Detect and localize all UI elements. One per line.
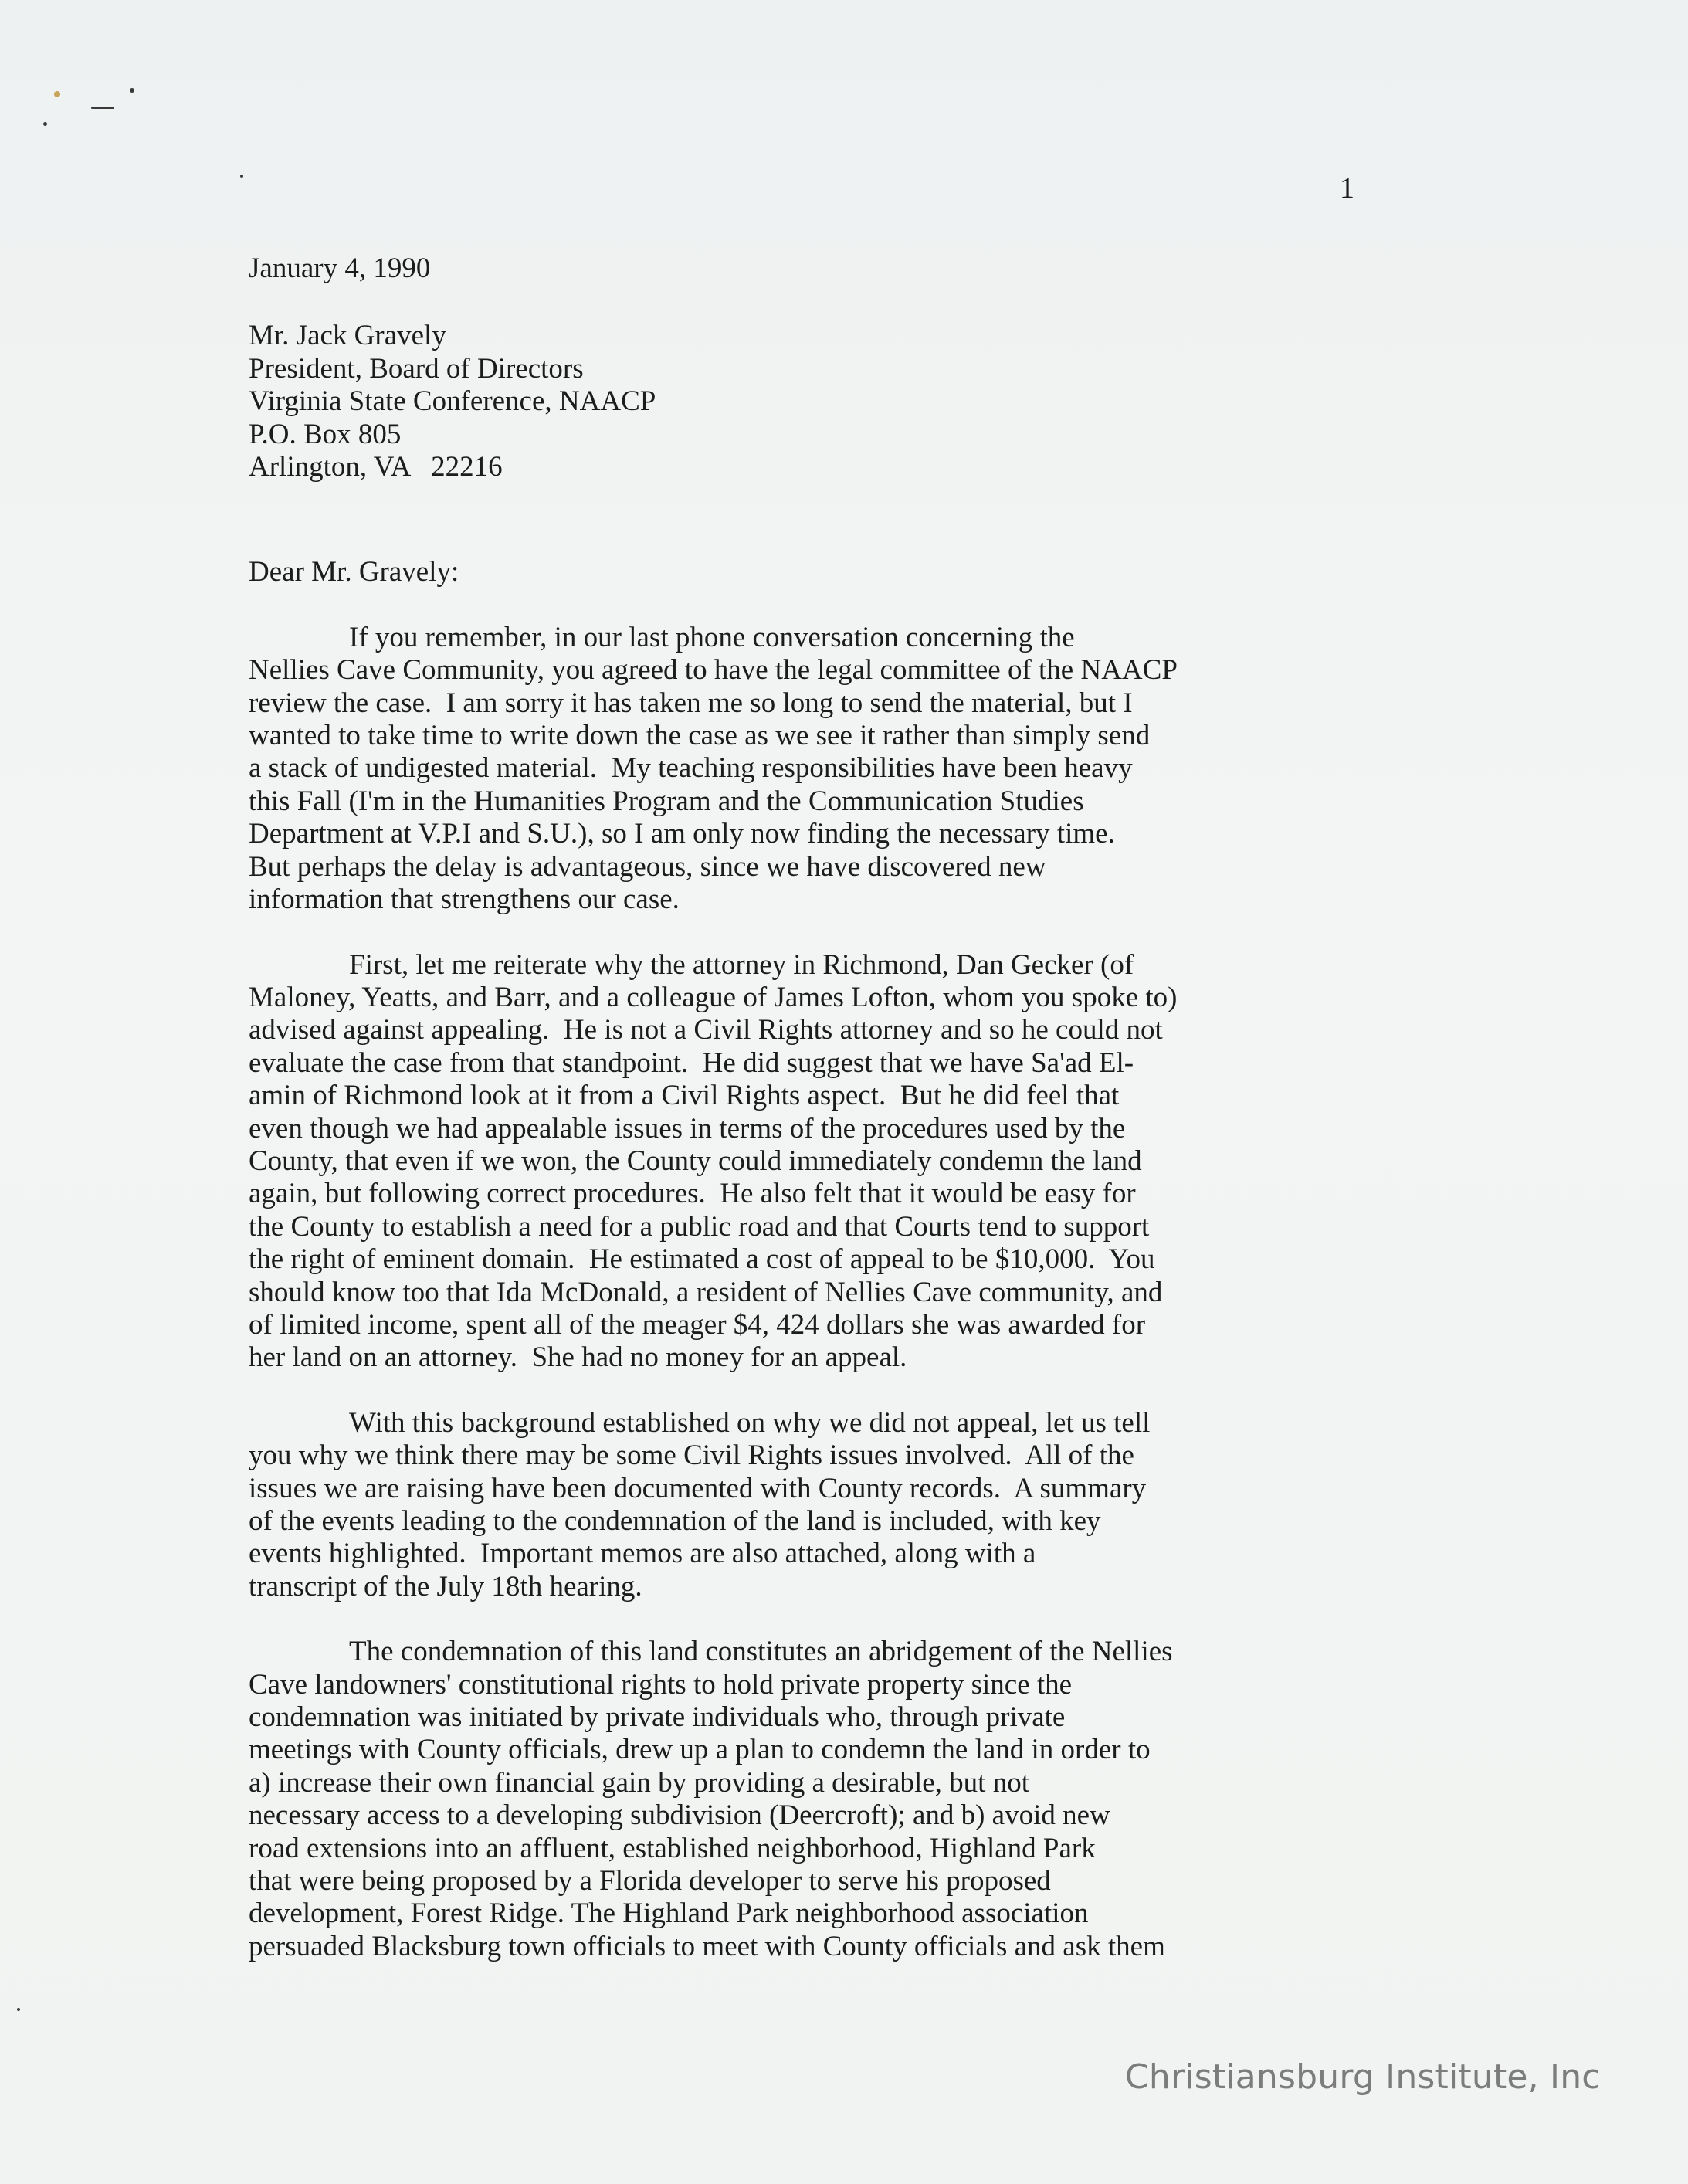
paragraph-line: you why we think there may be some Civil Rights issues involved. All of the bbox=[249, 1440, 1134, 1472]
address-line: P.O. Box 805 bbox=[249, 418, 402, 450]
paragraph-line: advised against appealing. He is not a Civil Rights attorney and so he could not bbox=[249, 1014, 1163, 1046]
paragraph-line: of the events leading to the condemnation of the land is included, with key bbox=[249, 1505, 1101, 1537]
salutation: Dear Mr. Gravely: bbox=[249, 556, 459, 588]
paragraph-line: that were being proposed by a Florida developer to serve his proposed bbox=[249, 1865, 1051, 1897]
paragraph-line: Department at V.P.I and S.U.), so I am only now finding the necessary time. bbox=[249, 818, 1115, 850]
paragraph-line: Nellies Cave Community, you agreed to have the legal committee of the NAACP bbox=[249, 654, 1178, 687]
letter-body bbox=[249, 253, 1453, 1963]
paragraph-line: meetings with County officials, drew up a plan to condemn the land in order to bbox=[249, 1734, 1151, 1766]
paragraph-line: If you remember, in our last phone conversation concerning the bbox=[349, 621, 1075, 653]
paragraph-line: persuaded Blacksburg town officials to meet with County officials and ask them bbox=[249, 1930, 1165, 1962]
address-line: Arlington, VA 22216 bbox=[249, 451, 503, 483]
paragraph-line: again, but following correct procedures. He also felt that it would be easy for bbox=[249, 1178, 1136, 1210]
paragraph-line: necessary access to a developing subdivision (Deercroft); and b) avoid new bbox=[249, 1799, 1110, 1832]
paragraph-line: a stack of undigested material. My teaching responsibilities have been heavy bbox=[249, 752, 1133, 785]
paragraph-line: events highlighted. Important memos are also attached, along with a bbox=[249, 1538, 1036, 1570]
paragraph-line: condemnation was initiated by private individuals who, through private bbox=[249, 1701, 1066, 1734]
paragraph-line: should know too that Ida McDonald, a resident of Nellies Cave community, and bbox=[249, 1276, 1163, 1308]
paragraph-line: the right of eminent domain. He estimated a cost of appeal to be $10,000. You bbox=[249, 1243, 1155, 1276]
paragraph-line: wanted to take time to write down the case as we see it rather than simply send bbox=[249, 720, 1151, 752]
paragraph-3 bbox=[249, 1407, 1453, 1603]
paragraph-line: issues we are raising have been documented with County records. A summary bbox=[249, 1472, 1147, 1504]
paragraph-line: County, that even if we won, the County could immediately condemn the land bbox=[249, 1145, 1142, 1177]
letter-date: January 4, 1990 bbox=[249, 253, 431, 284]
paragraph-line: her land on an attorney. She had no money for an appeal. bbox=[249, 1341, 907, 1374]
paragraph-line: the County to establish a need for a public road and that Courts tend to support bbox=[249, 1210, 1150, 1243]
paragraph-line: But perhaps the delay is advantageous, since we have discovered new bbox=[249, 850, 1046, 883]
paragraph-line: this Fall (I'm in the Humanities Program and the Communication Studies bbox=[249, 785, 1084, 817]
paragraph-line: transcript of the July 18th hearing. bbox=[249, 1570, 642, 1602]
page-number: 1 bbox=[1340, 172, 1354, 205]
paragraph-line: evaluate the case from that standpoint. He did suggest that we have Sa'ad El- bbox=[249, 1046, 1134, 1079]
paper-speck bbox=[17, 2008, 20, 2011]
recipient-address bbox=[249, 320, 1453, 483]
paragraph-line: Cave landowners' constitutional rights to hold private property since the bbox=[249, 1668, 1073, 1701]
paragraph-line: development, Forest Ridge. The Highland Park neighborhood association bbox=[249, 1897, 1089, 1930]
address-line: Virginia State Conference, NAACP bbox=[249, 385, 656, 418]
paragraph-4 bbox=[249, 1636, 1453, 1963]
paper-speck bbox=[54, 91, 60, 97]
paper-speck bbox=[240, 175, 243, 178]
paragraph-line: road extensions into an affluent, established neighborhood, Highland Park bbox=[249, 1832, 1096, 1864]
paragraph-line: review the case. I am sorry it has taken me so long to send the material, but I bbox=[249, 687, 1133, 719]
paragraph-line: First, let me reiterate why the attorney in Richmond, Dan Gecker (of bbox=[349, 948, 1134, 981]
paragraph-1 bbox=[249, 622, 1453, 917]
paragraph-line: a) increase their own financial gain by providing a desirable, but not bbox=[249, 1766, 1029, 1799]
paper-speck bbox=[43, 122, 47, 126]
paragraph-line: amin of Richmond look at it from a Civil Rights aspect. But he did feel that bbox=[249, 1080, 1120, 1112]
paragraph-line: With this background established on why we did not appeal, let us tell bbox=[349, 1406, 1151, 1439]
address-line: President, Board of Directors bbox=[249, 352, 584, 385]
paragraph-line: even though we had appealable issues in terms of the procedures used by the bbox=[249, 1112, 1126, 1145]
paragraph-2 bbox=[249, 949, 1453, 1375]
paragraph-line: Maloney, Yeatts, and Barr, and a colleague of James Lofton, whom you spoke to) bbox=[249, 981, 1178, 1013]
paper-speck bbox=[91, 107, 114, 109]
paper-speck bbox=[130, 88, 134, 93]
paragraph-line: information that strengthens our case. bbox=[249, 883, 680, 916]
archive-watermark: Christiansburg Institute, Inc bbox=[1125, 2057, 1601, 2097]
address-line: Mr. Jack Gravely bbox=[249, 320, 446, 352]
paragraph-line: The condemnation of this land constitutes an abridgement of the Nellies bbox=[349, 1636, 1173, 1668]
paragraph-line: of limited income, spent all of the meager $4, 424 dollars she was awarded for bbox=[249, 1308, 1146, 1341]
